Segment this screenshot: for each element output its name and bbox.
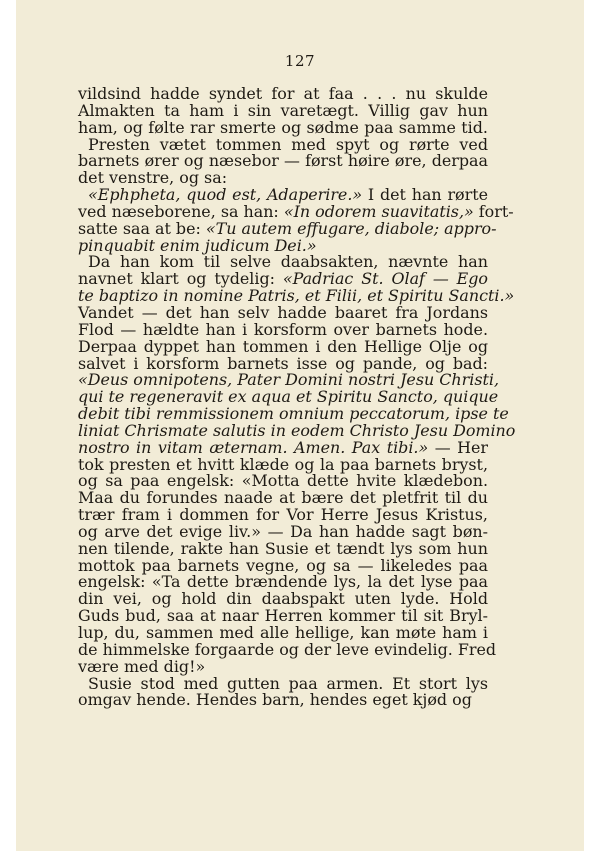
text-segment: engelsk: «Ta dette brændende lys, la det lyse paa: [78, 572, 488, 592]
text-segment: Derpaa dyppet han tommen i den Hellige Olje og: [78, 336, 488, 356]
latin-text: «In odorem suavitatis,»: [283, 201, 474, 221]
latin-text: nostro in vitam æternam. Amen. Pax tibi.»: [78, 437, 429, 457]
text-segment: tok presten et hvitt klæde og la paa barnets bryst,: [78, 454, 488, 474]
latin-text: debit tibi remmissionem omnium peccatorum, ipse te: [78, 404, 509, 424]
text-segment: Maa du forundes naade at bære det pletfrit til du: [78, 488, 488, 508]
latin-text: «Padriac St. Olaf — Ego: [282, 269, 489, 289]
text-segment: fort-: [473, 201, 514, 221]
latin-text: «Ephpheta, quod est, Adaperire.»: [88, 185, 363, 205]
text-segment: salvet i korsform barnets isse og pande, og bad:: [78, 353, 488, 373]
text-segment: de himmelske forgaarde og der leve evindelig. Fred: [78, 639, 497, 659]
latin-text: liniat Chrismate salutis in eodem Christo Jesu Domino: [78, 420, 516, 440]
latin-text: te baptizo in nomine Patris, et Filii, et Spiritu Sancti.»: [78, 286, 515, 306]
text-segment: Da han kom til selve daabsakten, nævnte han: [88, 252, 488, 272]
text-segment: I det han rørte: [362, 185, 488, 205]
text-segment: Vandet — det han selv hadde baaret fra Jordans: [78, 302, 488, 322]
text-segment: din vei, og hold din daabspakt uten lyde. Hold: [78, 589, 488, 609]
text-segment: lup, du, sammen med alle hellige, kan møte ham i: [78, 623, 488, 642]
latin-text: «Tu autem effugare, diabole; appro-: [205, 218, 497, 238]
text-segment: og sa paa engelsk: «Motta dette hvite klædebon.: [78, 471, 488, 491]
text-segment: ham, og følte rar smerte og sødme paa samme tid.: [78, 117, 488, 137]
text-segment: Presten vætet tommen med spyt og rørte ved: [88, 134, 488, 154]
text-segment: nen tilende, rakte han Susie et tændt lys som hun: [78, 538, 488, 558]
page-number: 127: [284, 52, 316, 70]
text-segment: Flod — hældte han i korsform over barnets hode.: [78, 319, 488, 339]
text-segment: Susie stod med gutten paa armen. Et stort lys: [88, 673, 488, 693]
text-segment: barnets ører og næsebor — først høire øre, derpaa: [78, 151, 488, 171]
text-segment: Guds bud, saa at naar Herren kommer til sit Bryl-: [78, 606, 488, 626]
text-segment: være med dig!»: [78, 656, 206, 676]
text-segment: trær fram i dommen for Vor Herre Jesus Kristus,: [78, 505, 488, 525]
body-text: [78, 84, 516, 710]
text-segment: Almakten ta ham i sin varetægt. Villig gav hun: [78, 100, 488, 120]
text-segment: — Her: [428, 437, 488, 457]
latin-text: pinquabit enim judicum Dei.»: [78, 235, 317, 255]
text-segment: vildsind hadde syndet for at faa . . . nu skulde: [78, 84, 488, 103]
text-line: [78, 692, 488, 709]
text-segment: omgav hende. Hendes barn, hendes eget kjød og: [78, 690, 472, 710]
text-segment: det venstre, og sa:: [78, 168, 228, 188]
text-segment: mottok paa barnets vegne, og sa — likeledes paa: [78, 555, 488, 575]
text-segment: satte saa at be:: [78, 218, 206, 238]
text-segment: navnet klart og tydelig:: [78, 269, 283, 289]
book-page: [16, 0, 584, 851]
text-segment: ved næseborene, sa han:: [78, 201, 284, 221]
latin-text: «Deus omnipotens, Pater Domini nostri Jesu Christi,: [78, 370, 500, 390]
text-segment: og arve det evige liv.» — Da han hadde sagt bøn-: [78, 521, 488, 541]
latin-text: qui te regeneravit ex aqua et Spiritu Sancto, quique: [78, 387, 499, 407]
